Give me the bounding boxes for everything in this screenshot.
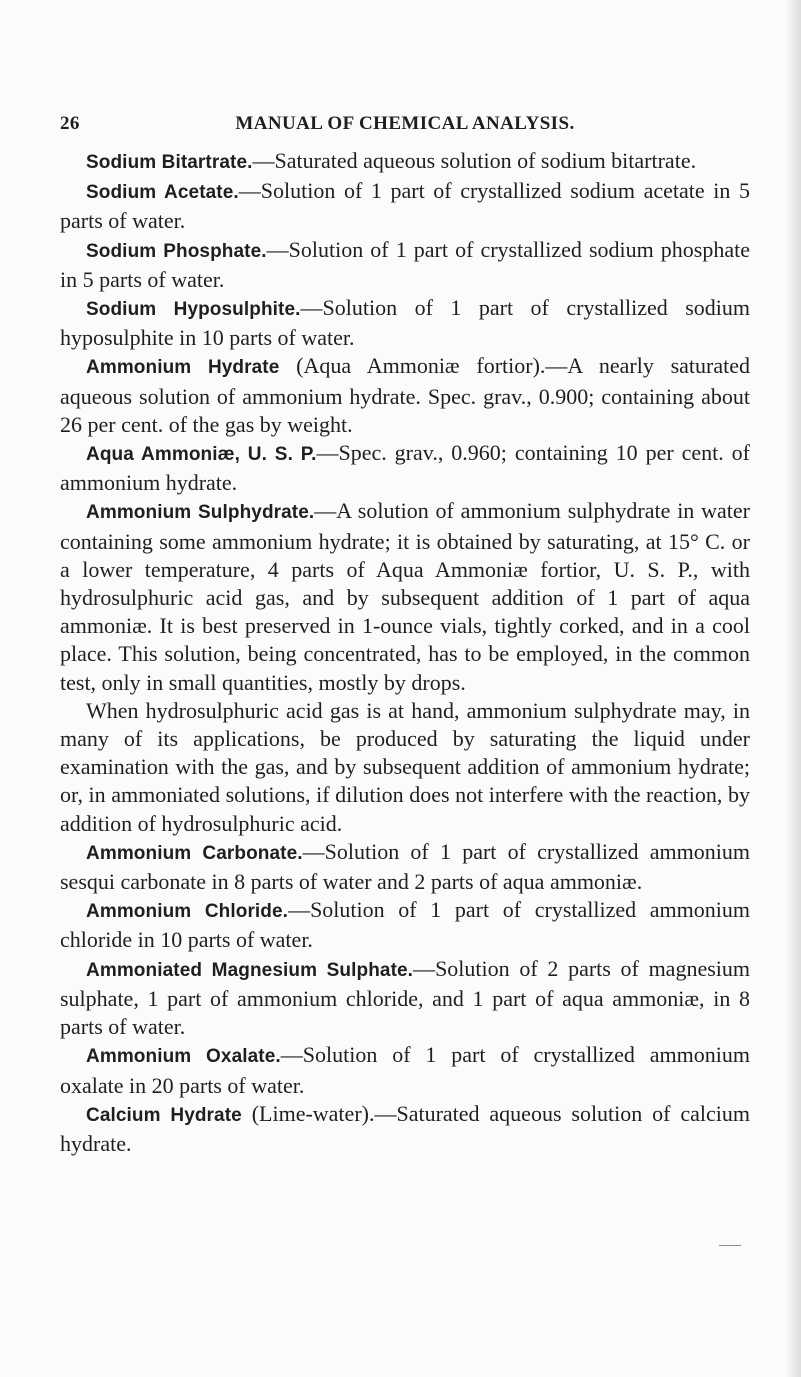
reagent-term: Sodium Hyposulphite. (86, 299, 301, 321)
reagent-entry-sodium-hyposulphite (60, 294, 750, 352)
reagent-entry-sodium-bitartrate (60, 147, 750, 177)
reagent-description: (Lime-water).—Saturated aqueous solution of calcium hydrate. (60, 1100, 750, 1156)
page-header (60, 113, 750, 141)
reagent-entry-ammoniated-magnesium-sulphate (60, 955, 750, 1042)
reagent-description: —Solution of 1 part of crystallized sodium hyposulphite in 10 parts of water. (60, 295, 751, 351)
reagent-term: Aqua Ammoniæ, U. S. P. (86, 444, 317, 466)
reagent-entry-ammonium-sulphydrate (60, 497, 750, 696)
reagent-term: Sodium Bitartrate. (86, 152, 253, 173)
reagent-entry-ammonium-oxalate (60, 1041, 750, 1099)
reagent-term: Sodium Phosphate. (86, 240, 267, 262)
page-edge-shadow (785, 0, 801, 1377)
reagent-description: —Solution of 1 part of crystallized sodium acetate in 5 parts of water. (60, 178, 750, 234)
reagent-description: —Solution of 1 part of crystallized ammonium oxalate in 20 parts of water. (60, 1042, 750, 1098)
page-number: 26 (60, 113, 80, 134)
reagent-description: (Aqua Ammoniæ fortior).—A nearly saturated aqueous solution of ammonium hydrate. Spec. grav., 0.900; containing about 26 per cent. of the gas by weight. (60, 353, 750, 437)
paragraph-text: When hydrosulphuric acid gas is at hand, ammonium sulphydrate may, in many of its applications, be produced by saturating the liquid under examination with the gas, and by subsequent addition of ammonium hydrate; or, in ammoniated solutions, if dilution does not interfere with the reaction, by addition of hydrosulphuric acid. (60, 697, 750, 836)
page-mark (719, 1245, 741, 1246)
reagent-term: Sodium Acetate. (86, 182, 239, 204)
reagent-description: —Solution of 1 part of crystallized ammonium sesqui carbonate in 8 parts of water and 2 parts of aqua ammoniæ. (60, 838, 750, 895)
running-title: MANUAL OF CHEMICAL ANALYSIS. (235, 113, 575, 134)
reagent-entry-aqua-ammoniae (60, 439, 750, 497)
reagent-entry-ammonium-carbonate (60, 838, 750, 896)
reagent-term: Calcium Hydrate (86, 1104, 242, 1126)
reagent-term: Ammoniated Magnesium Sulphate. (86, 959, 414, 981)
reagent-entry-sodium-acetate (60, 177, 750, 235)
paragraph-hydrosulphuric-note (60, 697, 750, 838)
reagent-term: Ammonium Oxalate. (86, 1046, 281, 1068)
reagent-description: —Solution of 1 part of crystallized sodium phosphate in 5 parts of water. (60, 236, 751, 292)
reagent-description: —Solution of 1 part of crystallized ammonium chloride in 10 parts of water. (60, 897, 750, 953)
reagent-entry-sodium-phosphate (60, 236, 750, 294)
reagent-entry-ammonium-hydrate (60, 352, 750, 439)
reagent-term: Ammonium Sulphydrate. (86, 502, 315, 524)
reagent-description: —Saturated aqueous solution of sodium bitartrate. (252, 148, 697, 173)
reagent-description: —Solution of 2 parts of magnesium sulphate, 1 part of ammonium chloride, and 1 part of aqua ammoniæ, in 8 parts of water. (60, 955, 750, 1040)
reagent-term: Ammonium Hydrate (86, 357, 280, 379)
page-body (60, 147, 750, 1158)
reagent-description: —A solution of ammonium sulphydrate in water containing some ammonium hydrate; it is obtained by saturating, at 15° C. or a lower temperature, 4 parts of Aqua Ammoniæ fortior, U. S. P., with hydrosulphuric acid gas, and by subsequent addition of 1 part of aqua ammoniæ. It is best preserved in 1-ounce vials, tightly corked, and in a cool place. This solution, being concentrated, has to be employed, in the common test, only in small quantities, mostly by drops. (60, 498, 750, 695)
reagent-entry-calcium-hydrate (60, 1100, 750, 1158)
reagent-term: Ammonium Carbonate. (86, 842, 303, 864)
reagent-entry-ammonium-chloride (60, 896, 750, 954)
reagent-term: Ammonium Chloride. (86, 901, 289, 923)
reagent-description: —Spec. grav., 0.960; containing 10 per cent. of ammonium hydrate. (60, 440, 750, 496)
